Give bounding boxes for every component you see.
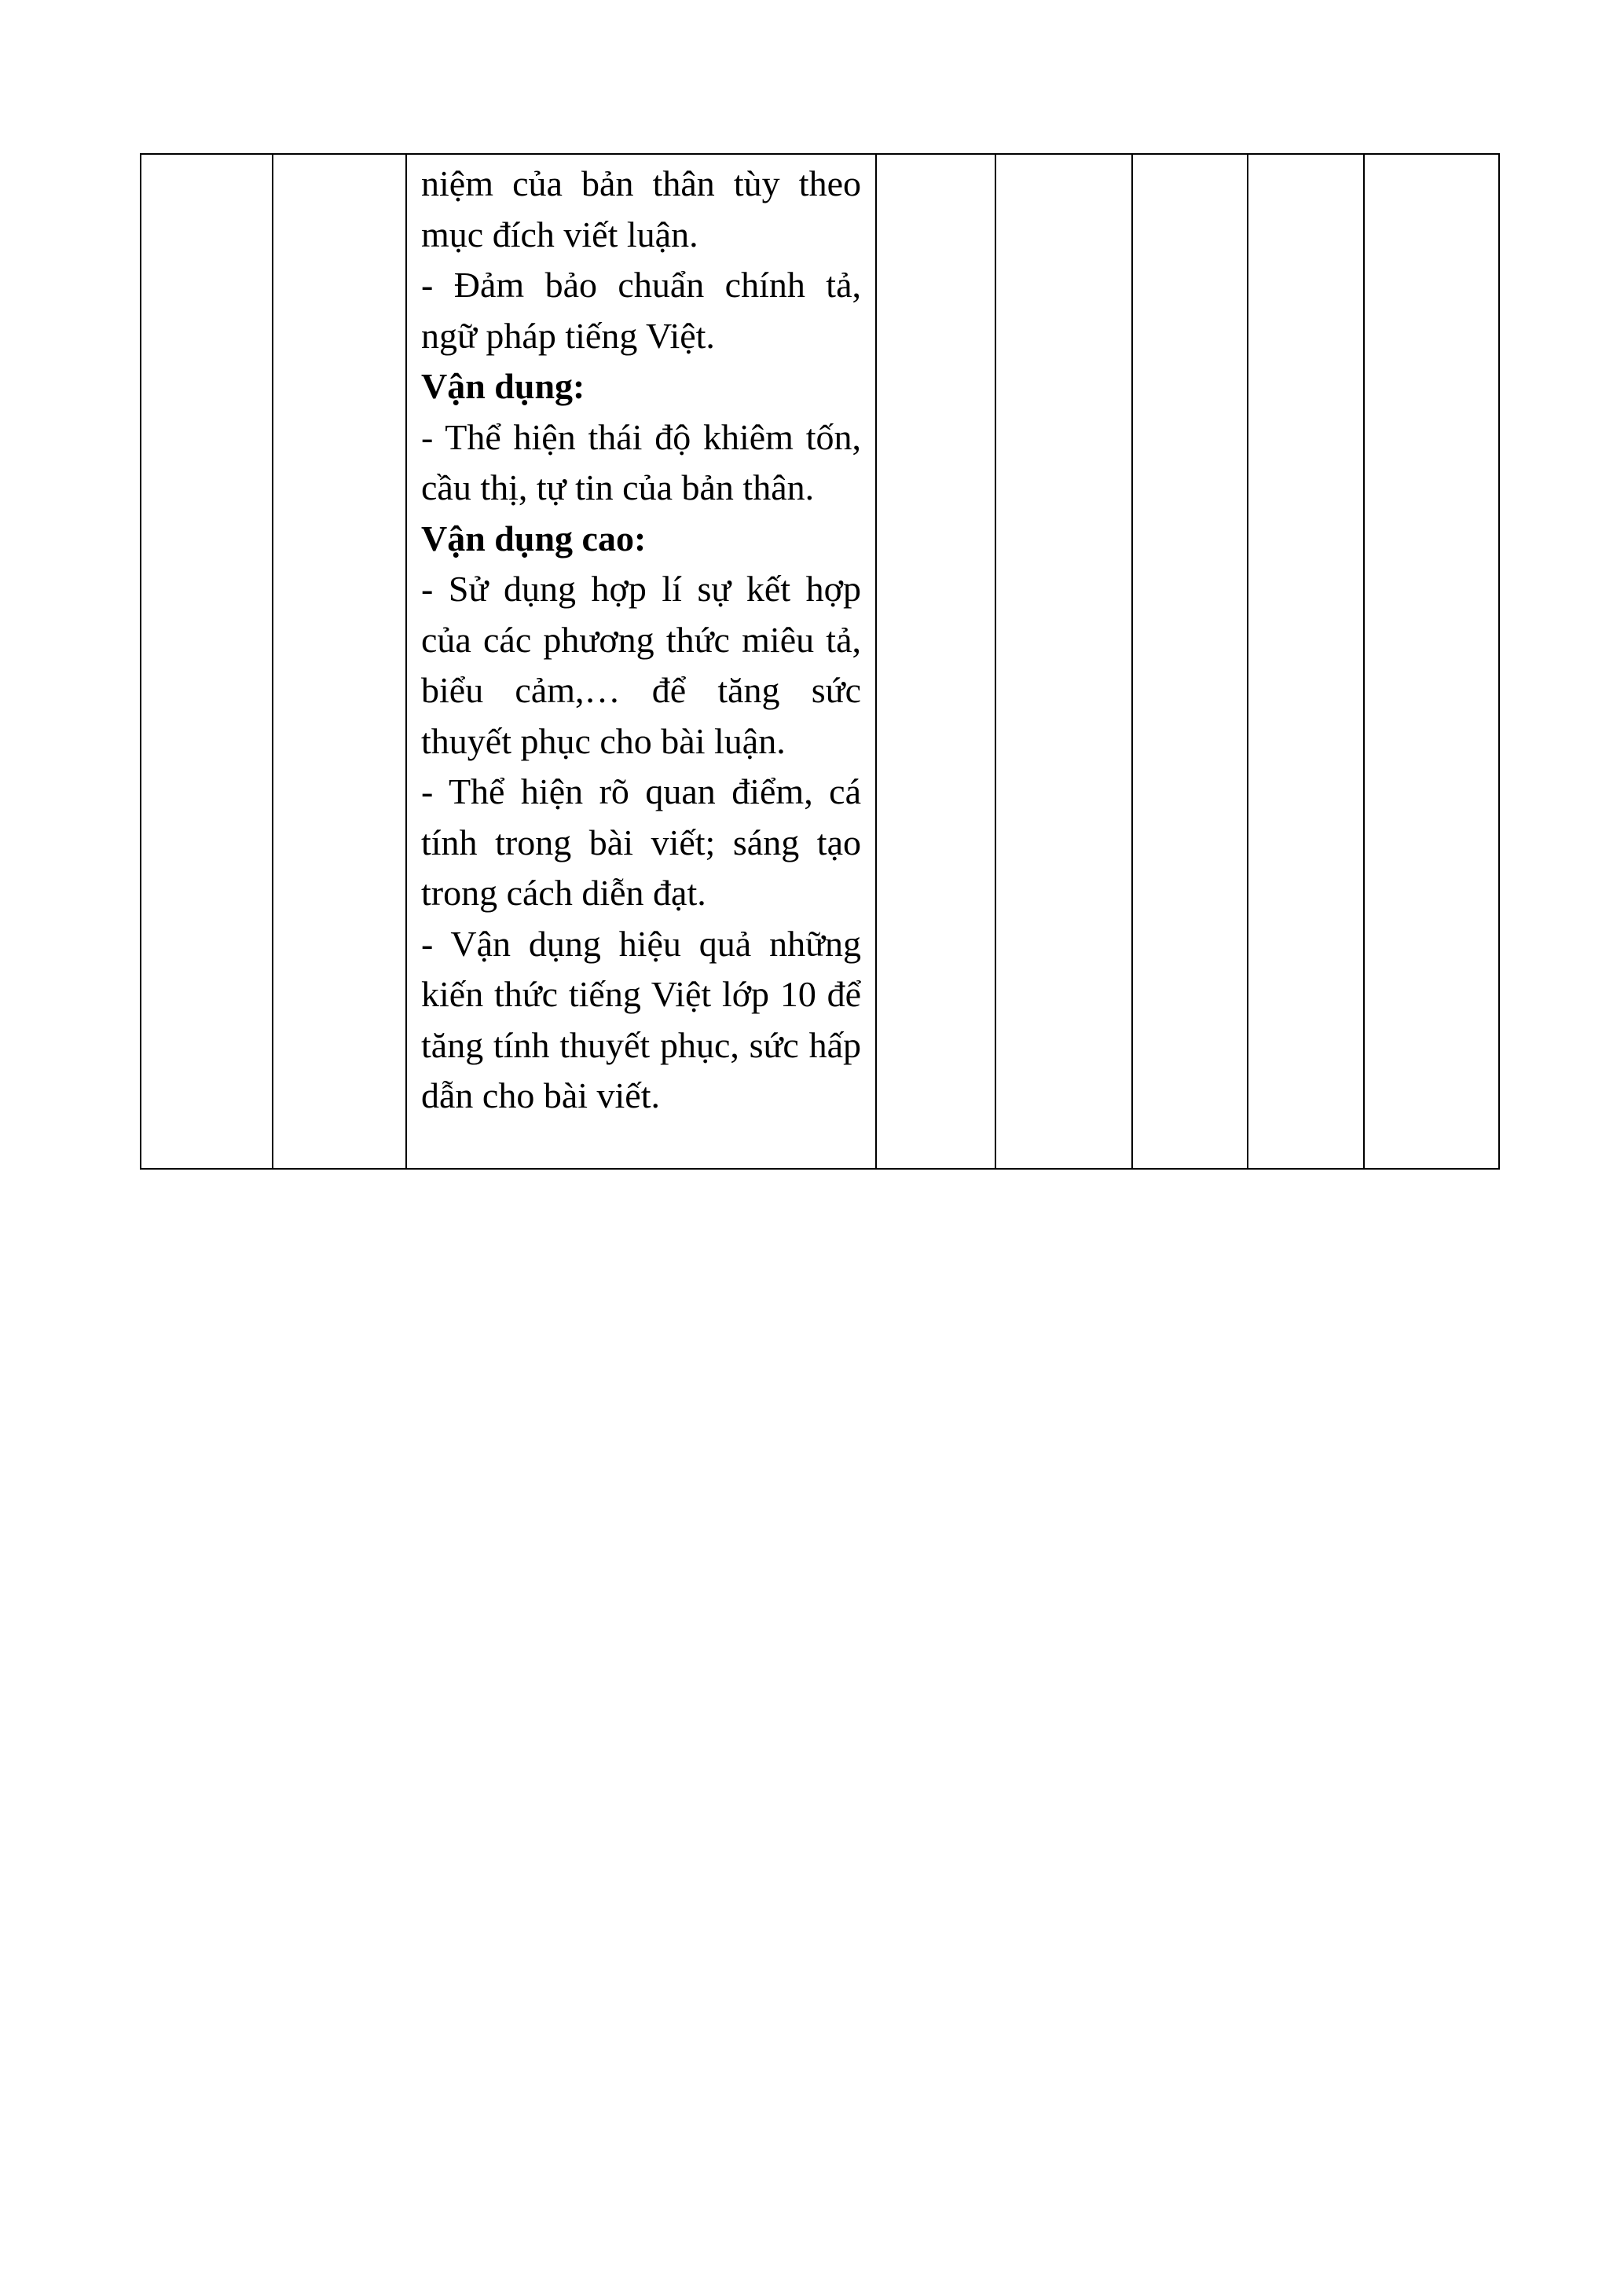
table-cell-empty <box>1248 154 1364 1169</box>
table-cell-empty <box>273 154 406 1169</box>
table-cell-empty <box>995 154 1132 1169</box>
description-paragraph: - Thể hiện thái độ khiêm tốn, cầu thị, tự tin của bản thân. <box>421 416 861 507</box>
table-cell-empty <box>1364 154 1499 1169</box>
table-cell-empty <box>1132 154 1248 1169</box>
description-paragraph: - Thể hiện rõ quan điểm, cá tính trong bài viết; sáng tạo trong cách diễn đạt. <box>421 771 861 913</box>
specification-table <box>140 153 1500 1170</box>
level-heading-van-dung: Vận dụng: <box>421 366 585 406</box>
table-cell-empty <box>876 154 995 1169</box>
table-row <box>141 154 1499 1169</box>
description-paragraph: - Đảm bảo chuẩn chính tả, ngữ pháp tiếng Việt. <box>421 265 861 356</box>
description-paragraph: - Vận dụng hiệu quả những kiến thức tiếng Việt lớp 10 để tăng tính thuyết phục, sức hấp dẫn cho bài viết. <box>421 923 861 1115</box>
description-text <box>407 155 875 1130</box>
table-cell-empty <box>141 154 273 1169</box>
level-heading-van-dung-cao: Vận dụng cao: <box>421 518 647 558</box>
description-paragraph: - Sử dụng hợp lí sự kết hợp của các phương thức miêu tả, biểu cảm,… để tăng sức thuyết phục cho bài luận. <box>421 569 861 761</box>
table-cell-description <box>406 154 876 1169</box>
description-paragraph: niệm của bản thân tùy theo mục đích viết luận. <box>421 163 861 255</box>
